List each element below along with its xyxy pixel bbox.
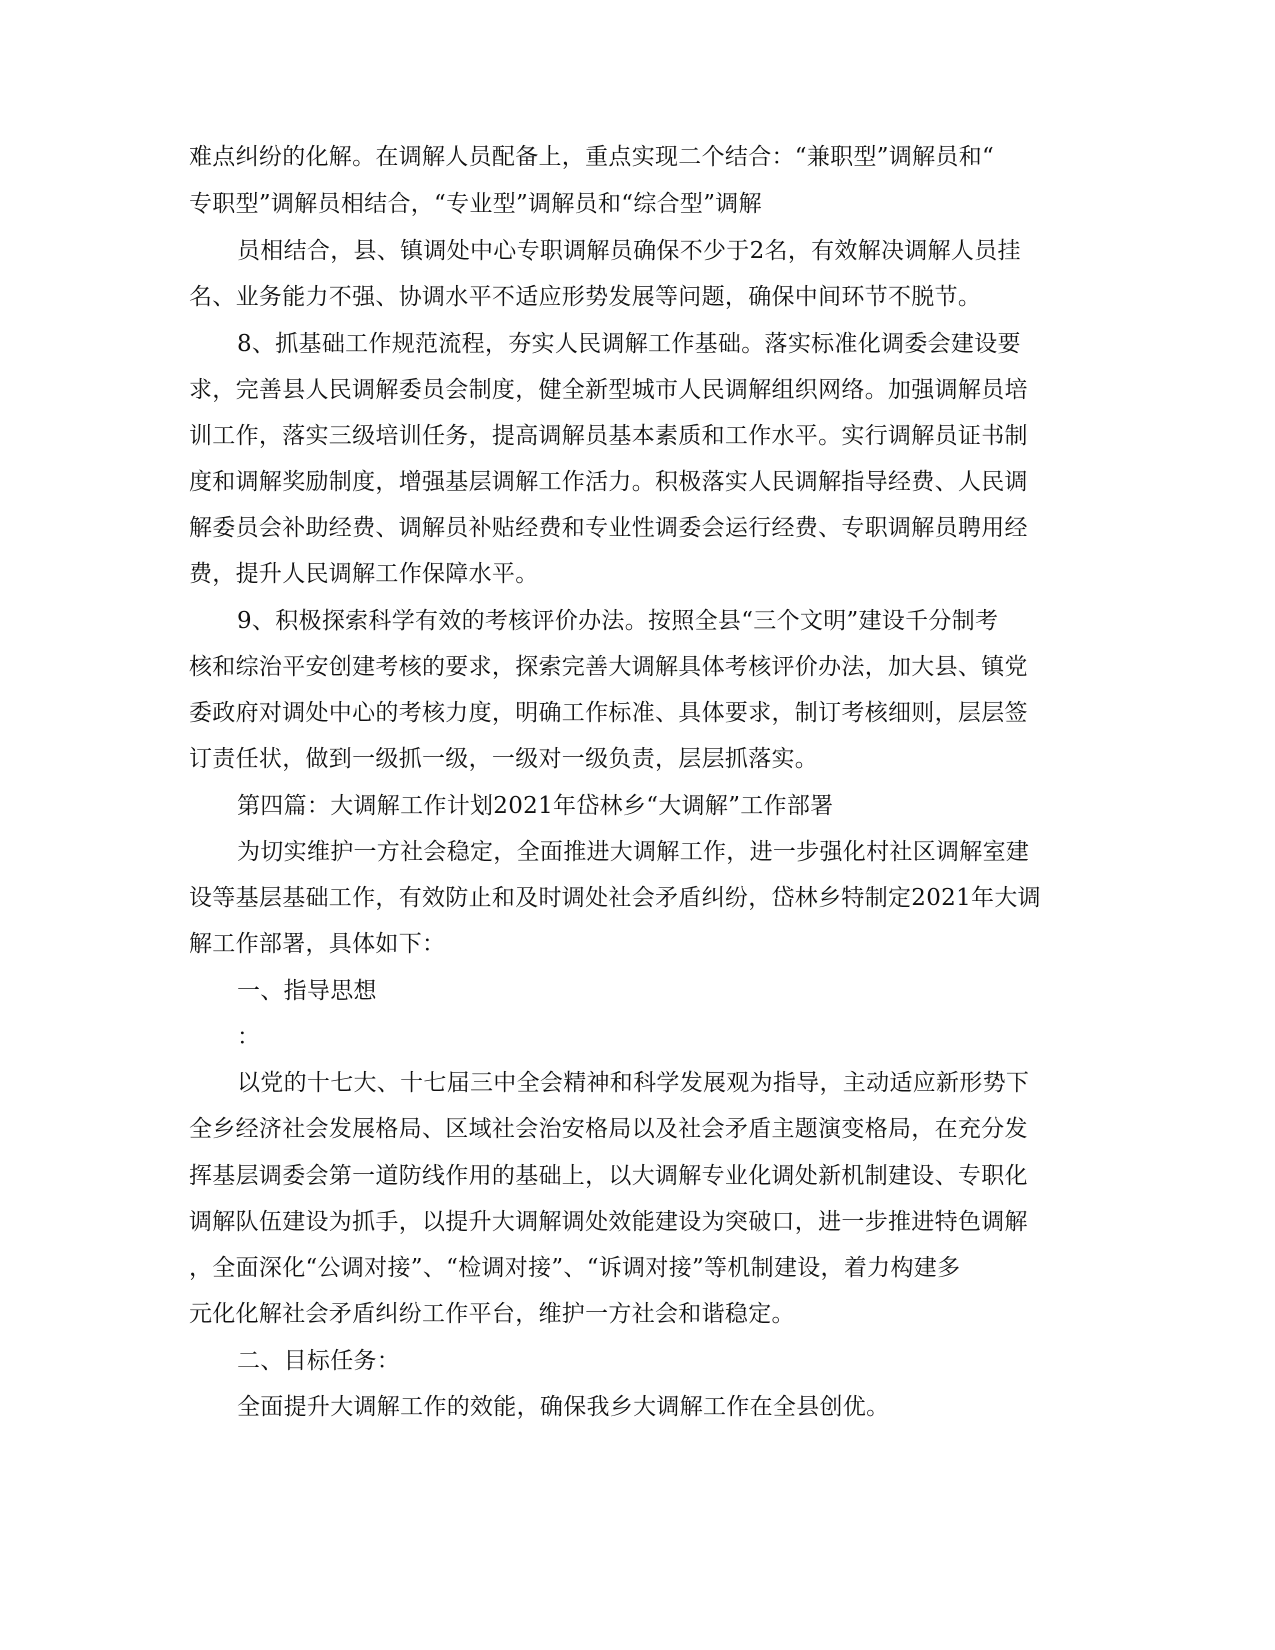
text-line: 员相结合，县、镇调处中心专职调解员确保不少于2名，有效解决调解人员挂 [237,238,1021,264]
text-line: 全面提升大调解工作的效能，确保我乡大调解工作在全县创优。 [237,1394,890,1420]
text-line: 9、积极探索科学有效的考核评价办法。按照全县“三个文明”建设千分制考 [237,608,999,634]
subheading: 一、指导思想 [237,978,377,1004]
text-line: 核和综治平安创建考核的要求，探索完善大调解具体考核评价办法，加大县、镇党 [189,654,1028,680]
text-line: 求，完善县人民调解委员会制度，健全新型城市人民调解组织网络。加强调解员培 [189,377,1028,403]
text-line: 解工作部署，具体如下： [189,931,446,957]
text-line: 订责任状，做到一级抓一级，一级对一级负责，层层抓落实。 [189,746,819,772]
text-line: 度和调解奖励制度，增强基层调解工作活力。积极落实人民调解指导经费、人民调 [189,469,1028,495]
text-line: 元化化解社会矛盾纠纷工作平台，维护一方社会和谐稳定。 [189,1301,795,1327]
text-line: 名、业务能力不强、协调水平不适应形势发展等问题，确保中间环节不脱节。 [189,284,982,310]
text-line: 为切实维护一方社会稳定，全面推进大调解工作，进一步强化村社区调解室建 [237,839,1030,865]
text-line: 委政府对调处中心的考核力度，明确工作标准、具体要求，制订考核细则，层层签 [189,700,1028,726]
text-line: 专职型”调解员相结合，“专业型”调解员和“综合型”调解 [189,191,762,217]
text-line: 训工作，落实三级培训任务，提高调解员基本素质和工作水平。实行调解员证书制 [189,423,1028,449]
text-line: 难点纠纷的化解。在调解人员配备上，重点实现二个结合：“兼职型”调解员和“ [189,144,995,170]
text-line: 设等基层基础工作，有效防止和及时调处社会矛盾纠纷，岱林乡特制定2021年大调 [189,885,1041,911]
text-line: ，全面深化“公调对接”、“检调对接”、“诉调对接”等机制建设，着力构建多 [189,1255,961,1281]
text-line: ： [237,1024,261,1050]
section-heading: 第四篇：大调解工作计划2021年岱林乡“大调解”工作部署 [237,793,834,819]
text-line: 费，提升人民调解工作保障水平。 [189,561,539,587]
text-line: 挥基层调委会第一道防线作用的基础上，以大调解专业化调处新机制建设、专职化 [189,1163,1028,1189]
text-line: 8、抓基础工作规范流程，夯实人民调解工作基础。落实标准化调委会建设要 [237,331,1021,357]
text-line: 全乡经济社会发展格局、区域社会治安格局以及社会矛盾主题演变格局，在充分发 [189,1116,1028,1142]
text-line: 解委员会补助经费、调解员补贴经费和专业性调委会运行经费、专职调解员聘用经 [189,515,1028,541]
text-line: 以党的十七大、十七届三中全会精神和科学发展观为指导，主动适应新形势下 [237,1070,1030,1096]
text-line: 调解队伍建设为抓手，以提升大调解调处效能建设为突破口，进一步推进特色调解 [189,1209,1028,1235]
subheading: 二、目标任务： [237,1348,401,1374]
